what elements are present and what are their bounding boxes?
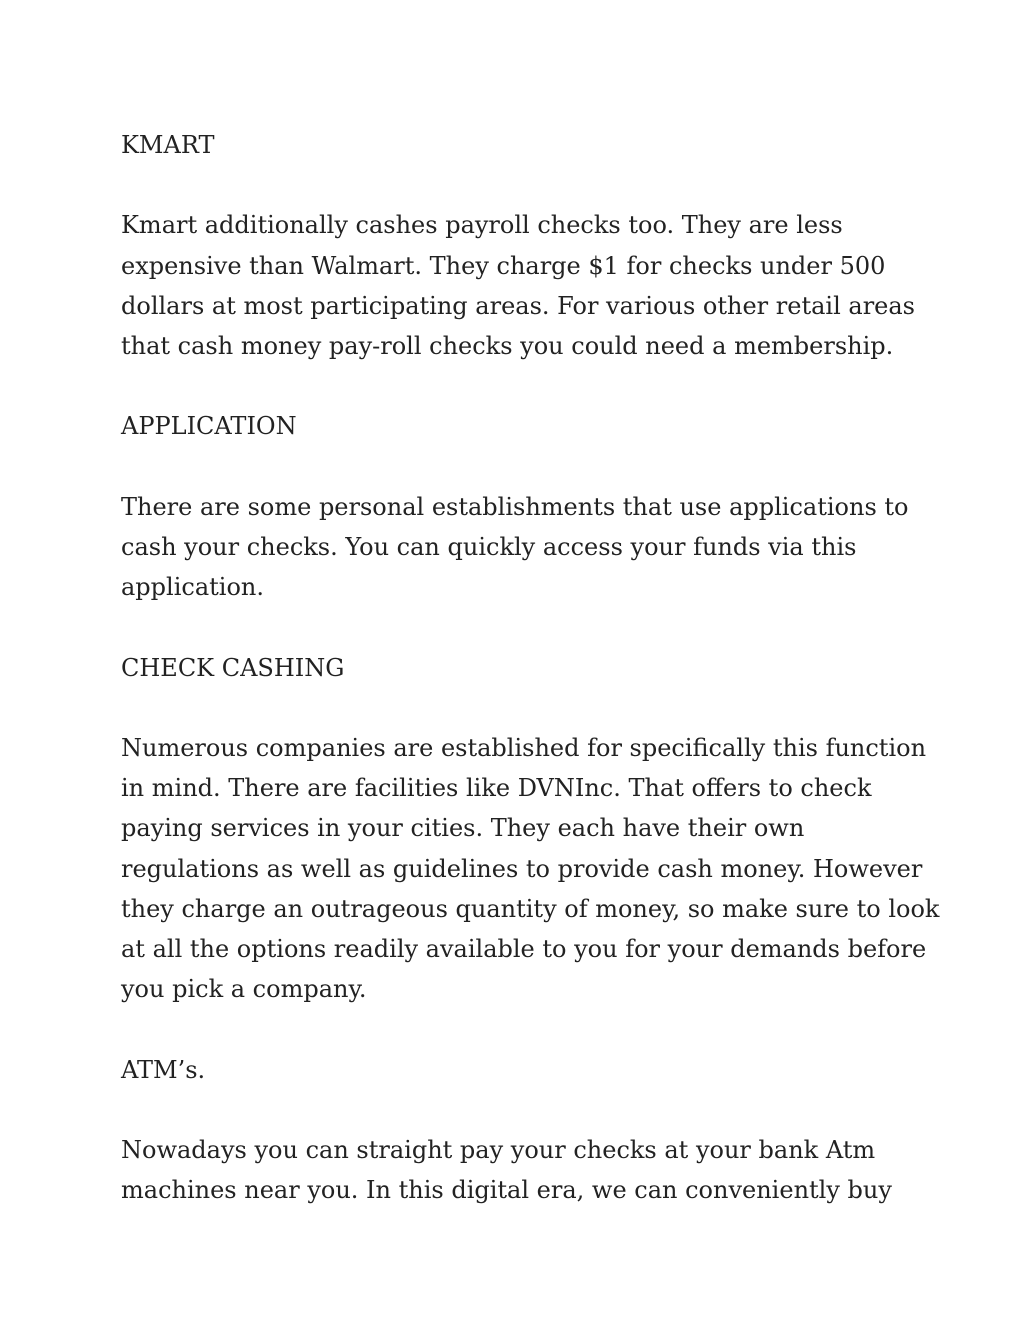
section-heading: APPLICATION [121, 412, 297, 441]
section-paragraph [121, 205, 921, 366]
section-heading: ATM’s. [121, 1055, 206, 1084]
paragraph-line: paying services in your cities. They each have their own [121, 814, 805, 843]
paragraph-line: they charge an outrageous quantity of money, so make sure to look [121, 894, 940, 923]
paragraph-line: Kmart additionally cashes payroll checks too. They are less [121, 211, 843, 240]
paragraph-line: you pick a company. [121, 975, 367, 1004]
section-heading: KMART [121, 131, 215, 159]
section-paragraph [121, 1130, 921, 1210]
section-check-cashing [121, 648, 940, 1010]
paragraph-line: that cash money pay-roll checks you could need a membership. [121, 332, 894, 360]
section-application [121, 406, 921, 607]
section-atms [121, 1050, 921, 1211]
paragraph-line: Nowadays you can straight pay your checks at your bank Atm [121, 1135, 876, 1164]
paragraph-line: dollars at most participating areas. For various other retail areas [121, 291, 915, 320]
paragraph-line: application. [121, 573, 264, 602]
section-paragraph [121, 487, 921, 608]
document-page [121, 125, 940, 1251]
paragraph-line: There are some personal establishments that use applications to [121, 492, 909, 521]
paragraph-line: cash your checks. You can quickly access your funds via this [121, 532, 857, 561]
section-paragraph [121, 728, 940, 1009]
paragraph-line: in mind. There are facilities like DVNInc. That offers to check [121, 774, 872, 803]
section-heading: CHECK CASHING [121, 653, 345, 682]
paragraph-line: expensive than Walmart. They charge $1 for checks under 500 [121, 251, 886, 280]
paragraph-line: at all the options readily available to you for your demands before [121, 934, 927, 963]
paragraph-line: regulations as well as guidelines to provide cash money. However [121, 854, 923, 883]
section-kmart [121, 125, 921, 366]
paragraph-line: machines near you. In this digital era, we can conveniently buy [121, 1176, 892, 1205]
paragraph-line: Numerous companies are established for specifically this function [121, 733, 927, 762]
